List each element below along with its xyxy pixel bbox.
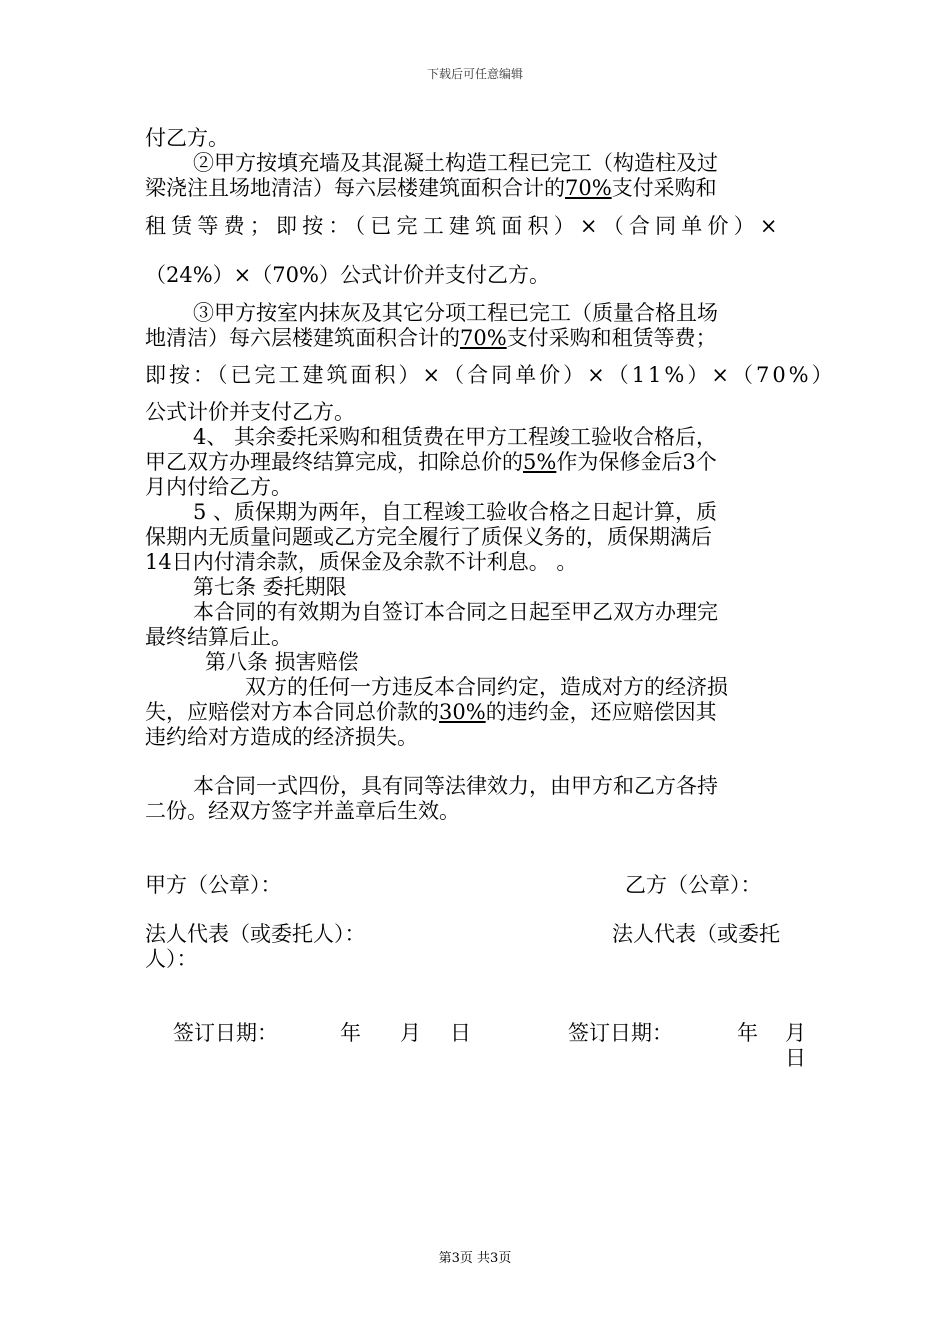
text-span: 支付采购和租赁等费；: [506, 326, 717, 350]
article-7-title: 第七条 委托期限: [193, 575, 347, 599]
paragraph-line: 租赁等费；即按：（已完工建筑面积）×（合同单价）×: [145, 214, 783, 238]
paragraph-line: [145, 449, 805, 475]
text-span: 甲乙双方办理最终结算完成，扣除总价的: [145, 450, 523, 474]
date-day-b: 日: [785, 1046, 806, 1070]
party-a-rep-label: 法人代表（或委托人）：: [145, 922, 366, 946]
date-label-a: 签订日期：: [173, 1021, 278, 1045]
paragraph-line: 本合同的有效期为自签订本合同之日起至甲乙双方办理完: [193, 600, 718, 624]
paragraph-line: ②甲方按填充墙及其混凝土构造工程已完工（构造柱及过: [193, 151, 718, 175]
page-footer: 第3页 共3页: [438, 1251, 512, 1266]
underlined-percent: 5%: [523, 450, 557, 474]
paragraph-line: 5 、质保期为两年，自工程竣工验收合格之日起计算，质: [193, 500, 718, 524]
paragraph-line: 保期内无质量问题或乙方完全履行了质保义务的，质保期满后: [145, 525, 712, 549]
party-b-rep-label: 法人代表（或委托: [612, 922, 780, 946]
paragraph-line: 二份。经双方签字并盖章后生效。: [145, 799, 460, 823]
paragraph-line: 4、 其余委托采购和租赁费在甲方工程竣工验收合格后，: [193, 425, 718, 449]
date-month-a: 月: [400, 1021, 421, 1045]
paragraph-line: 本合同一式四份，具有同等法律效力，由甲方和乙方各持: [193, 774, 718, 798]
underlined-percent: 70%: [565, 176, 612, 200]
underlined-percent: 70%: [460, 326, 507, 350]
date-year-b: 年: [737, 1021, 758, 1045]
date-label-b: 签订日期：: [568, 1021, 673, 1045]
date-day-a: 日: [450, 1021, 471, 1045]
text-span: 作为保修金后3个: [556, 450, 717, 474]
paragraph-line: [145, 175, 805, 201]
page-header: 下载后可任意编辑: [426, 67, 523, 81]
text-span: 失，应赔偿对方本合同总价款的: [145, 700, 439, 724]
article-8-title: 第八条 损害赔偿: [205, 650, 359, 674]
text-span: 梁浇注且场地清洁）每六层楼建筑面积合计的: [145, 176, 565, 200]
text-span: 的违约金，还应赔偿因其: [485, 700, 717, 724]
paragraph-line: 最终结算后止。: [145, 625, 292, 649]
underlined-percent: 30%: [439, 700, 486, 724]
date-year-a: 年: [340, 1021, 361, 1045]
paragraph-line: 付乙方。: [145, 126, 229, 150]
text-span: 地清洁）每六层楼建筑面积合计的: [145, 326, 460, 350]
paragraph-line: [145, 699, 805, 725]
paragraph-line: 双方的任何一方违反本合同约定，造成对方的经济损: [245, 675, 728, 699]
date-month-b: 月: [785, 1021, 806, 1045]
paragraph-line: 月内付给乙方。: [145, 475, 292, 499]
paragraph-line: 即按：（已完工建筑面积）×（合同单价）×（11%）×（70%）: [145, 363, 836, 387]
text-span: 支付采购和: [611, 176, 717, 200]
paragraph-line: 公式计价并支付乙方。: [145, 400, 355, 424]
paragraph-line: ③甲方按室内抹灰及其它分项工程已完工（质量合格且场: [193, 301, 718, 325]
paragraph-line: 违约给对方造成的经济损失。: [145, 725, 418, 749]
paragraph-line: [145, 325, 805, 351]
party-b-seal-label: 乙方（公章）：: [625, 873, 762, 897]
paragraph-line: 14日内付清余款，质保金及余款不计利息。 。: [145, 550, 578, 574]
party-b-rep-label-cont: 人）：: [145, 947, 198, 971]
paragraph-line: （24%）×（70%）公式计价并支付乙方。: [145, 263, 550, 287]
party-a-seal-label: 甲方（公章）：: [145, 873, 282, 897]
